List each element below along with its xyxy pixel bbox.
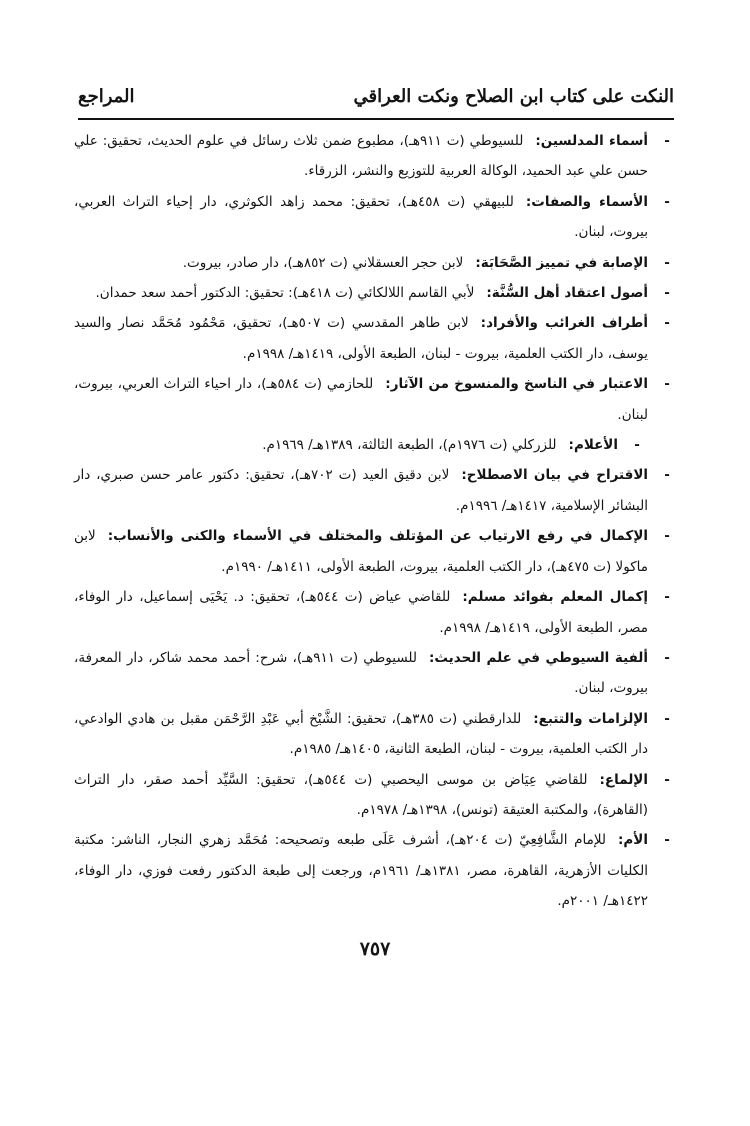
book-title: النكت على كتاب ابن الصلاح ونكت العراقي [353, 86, 674, 107]
reference-details: للبيهقي (ت ٤٥٨هـ)، تحقيق: محمد زاهد الكوثري، دار إحياء التراث العربي، بيروت، لبنان. [74, 193, 648, 241]
reference-details: للحازمي (ت ٥٨٤هـ)، دار احياء التراث العربي، بيروت، لبنان. [74, 376, 648, 423]
reference-list [74, 126, 674, 917]
running-header [78, 86, 674, 116]
entry-dash: - [664, 649, 670, 666]
entry-dash: - [664, 467, 670, 484]
reference-title: الإكمال في رفع الارتياب عن المؤتلف والمختلف في الأسماء والكنى والأنساب: [107, 528, 648, 545]
reference-details: للقاضي عياض (ت ٥٤٤هـ)، تحقيق: د. يَحْيَى إسماعيل، دار الوفاء، مصر، الطبعة الأولى، ١٤١٩هـ/ ١٩٩٨م. [74, 589, 648, 636]
reference-details: للقاضي عِيَاض بن موسى اليحصبي (ت ٥٤٤هـ)، تحقيق: السَّيِّد أحمد صقر، دار التراث (القاهرة)، والمكتبة العتيقة (تونس)، ١٣٩٨هـ/ ١٩٧٨م. [74, 771, 648, 818]
reference-title: الأعلام: [568, 437, 618, 454]
entry-dash: - [664, 710, 670, 727]
reference-title: الأسماء والصفات: [525, 193, 648, 210]
entry-dash: - [664, 315, 670, 332]
reference-entry [74, 704, 674, 765]
header-rule [78, 118, 674, 120]
entry-dash: - [664, 254, 670, 271]
reference-details: للزركلي (ت ١٩٧٦م)، الطبعة الثالثة، ١٣٨٩هـ/ ١٩٦٩م. [262, 437, 557, 454]
reference-entry [74, 460, 674, 521]
entry-dash: - [664, 193, 670, 210]
reference-title: الإلزامات والتتبع: [533, 710, 648, 727]
reference-details: للدارقطني (ت ٣٨٥هـ)، تحقيق: الشَّيْخ أبي عَبْدِ الرَّحْمَن مقبل بن هادي الوادعي، دار الكتب العلمية، بيروت - لبنان، الطبعة الثانية، ١٤٠٥هـ/ ١٩٨٥م. [74, 710, 648, 758]
reference-details: لابن ماكولا (ت ٤٧٥هـ)، دار الكتب العلمية، بيروت، الطبعة الأولى، ١٤١١هـ/ ١٩٩٠م. [74, 528, 648, 575]
reference-entry [74, 765, 674, 826]
reference-entry [74, 248, 674, 278]
reference-title: ألفية السيوطي في علم الحديث: [428, 649, 648, 666]
reference-entry [74, 521, 674, 582]
entry-dash: - [664, 285, 670, 302]
reference-entry [74, 582, 674, 643]
reference-title: إكمال المعلم بفوائد مسلم: [462, 589, 649, 606]
section-title: المراجع [78, 86, 135, 107]
reference-entry [74, 187, 674, 248]
reference-entry [74, 369, 674, 430]
page-number: ٧٥٧ [359, 938, 391, 960]
reference-entry [74, 825, 674, 916]
reference-title: الإصابة في تمييز الصَّحَابَة: [475, 254, 648, 271]
reference-details: لابن دقيق العيد (ت ٧٠٢هـ)، تحقيق: دكتور عامر حسن صبري، دار البشائر الإسلامية، ١٤١٧هـ/ ١٩٩٦م. [74, 467, 648, 514]
reference-title: الإلماع: [599, 771, 648, 788]
reference-title: أصول اعتقاد أهل السُّنَّة: [486, 285, 648, 302]
reference-details: لابن حجر العسقلاني (ت ٨٥٢هـ)، دار صادر، بيروت. [182, 254, 464, 271]
reference-title: الأم: [618, 832, 648, 849]
entry-dash: - [634, 437, 640, 454]
entry-dash: - [664, 589, 670, 606]
reference-details: للسيوطي (ت ٩١١هـ)، شرح: أحمد محمد شاكر، دار المعرفة، بيروت، لبنان. [74, 649, 648, 697]
reference-details: للإمام الشَّافِعِيّ (ت ٢٠٤هـ)، أشرف عَلَى طبعه وتصحيحه: مُحَمَّد زهري النجار، الناشر: مكتبة الكليات الأزهرية، القاهرة، مصر، ١٣٨١هـ/ ١٩٦١م، ورجعت إلى طبعة الدكتور رفعت فوزي، دار الوفاء، ١٤٢٢هـ/ ٢٠٠١م. [74, 832, 648, 910]
entry-dash: - [664, 376, 670, 393]
entry-dash: - [664, 528, 670, 545]
reference-details: لأبي القاسم اللالكائي (ت ٤١٨هـ): تحقيق: الدكتور أحمد سعد حمدان. [95, 285, 475, 302]
reference-details: للسيوطي (ت ٩١١هـ)، مطبوع ضمن ثلاث رسائل في علوم الحديث، تحقيق: علي حسن علي عبد الحميد، الوكالة العربية للتوزيع والنشر، الزرقاء. [74, 133, 648, 180]
reference-entry [74, 278, 674, 308]
reference-details: لابن طاهر المقدسي (ت ٥٠٧هـ)، تحقيق، مَحْمُود مُحَمَّد نصار والسيد يوسف، دار الكتب العلمية، بيروت - لبنان، الطبعة الأولى، ١٤١٩هـ/ ١٩٩٨م. [74, 315, 648, 362]
reference-entry [74, 430, 644, 460]
reference-entry [74, 126, 674, 187]
reference-entry [74, 308, 674, 369]
reference-title: أطراف الغرائب والأفراد: [480, 315, 648, 332]
reference-entry [74, 643, 674, 704]
entry-dash: - [664, 832, 670, 849]
reference-title: الاقتراح في بيان الاصطلاح: [461, 467, 648, 484]
reference-title: أسماء المدلسين: [535, 133, 648, 149]
entry-dash: - [664, 771, 670, 788]
reference-title: الاعتبار في الناسخ والمنسوخ من الآثار: [385, 376, 648, 393]
entry-dash: - [664, 133, 670, 149]
